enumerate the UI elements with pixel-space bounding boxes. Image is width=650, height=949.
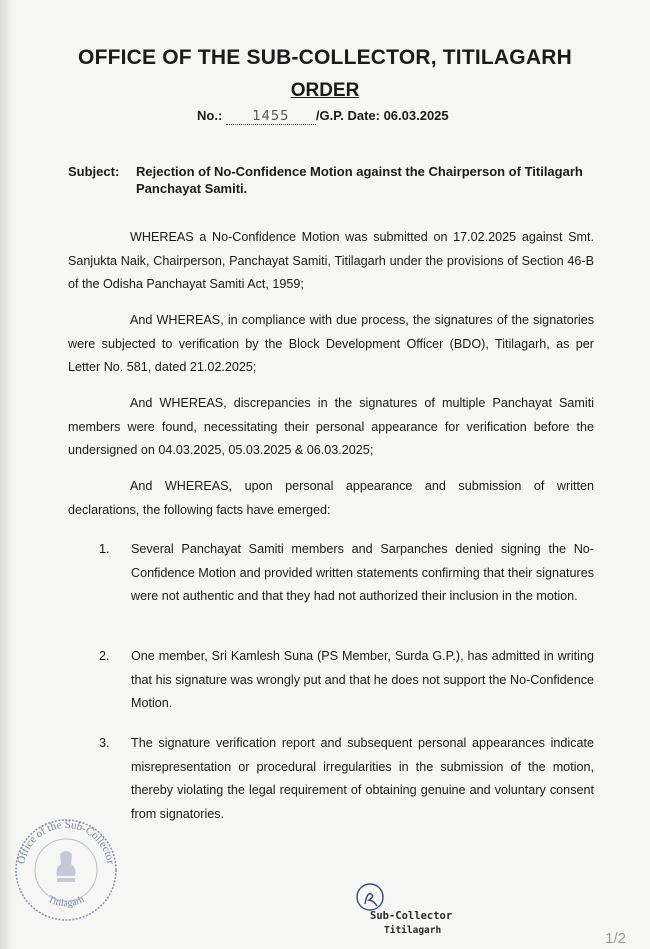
list-item-text: One member, Sri Kamlesh Suna (PS Member, Surda G.P.), has admitted in writing that his signature was wrongly put and that he does not support the No-Confidence Motion. (131, 649, 594, 710)
order-number-line (197, 108, 449, 125)
office-title: OFFICE OF THE SUB-COLLECTOR, TITILAGARH (78, 46, 572, 69)
subject-label: Subject: (68, 164, 120, 179)
list-item-text: The signature verification report and subsequent personal appearances indicate misrepresentation or procedural irregularities in the submission of the motion, thereby violating the legal requirement of obtaining genuine and voluntary consent from signatories. (131, 736, 594, 821)
page-number: 1/2 (605, 930, 626, 947)
list-item-number: 3. (99, 736, 110, 750)
order-number-label: No.: (197, 108, 223, 123)
paragraph-3 (68, 392, 594, 463)
list-item-number: 2. (99, 649, 110, 663)
svg-text:Titilagarh (46, 894, 86, 909)
paragraph-2 (68, 309, 594, 380)
list-item-number: 1. (99, 542, 110, 556)
paragraph-4-text: And WHEREAS, upon personal appearance and submission of written declarations, the following facts have emerged: (68, 479, 594, 517)
subject-block (68, 163, 616, 196)
page-fold-shadow (0, 0, 14, 949)
subject-text: Rejection of No-Confidence Motion against the Chairperson of Titilagarh Panchayat Samiti. (136, 164, 583, 196)
paragraph-1-text: WHEREAS a No-Confidence Motion was submitted on 17.02.2025 against Smt. Sanjukta Naik, Chairperson, Panchayat Samiti, Titilagarh under the provisions of Section 46-B of the Odisha Panchayat Samiti Act, 1959; (68, 230, 594, 291)
paragraph-2-text: And WHEREAS, in compliance with due process, the signatures of the signatories were subjected to verification by the Block Development Officer (BDO), Titilagarh, as per Letter No. 581, dated 21.02.2025; (68, 313, 594, 374)
list-item-text: Several Panchayat Samiti members and Sarpanches denied signing the No-Confidence Motion and provided written statements confirming that their signatures were not authentic and that they had not authorized their inclusion in the motion. (131, 542, 594, 603)
paragraph-1 (68, 226, 594, 297)
seal-place: Titilagarh (45, 893, 87, 910)
office-seal (10, 812, 122, 924)
signatory-place: Titilagarh (384, 925, 442, 936)
signatory-designation: Sub-Collector (370, 910, 453, 922)
order-number-value: 1455 (226, 109, 316, 125)
seal-text: Office of the Sub-Collector (15, 818, 117, 866)
emblem-icon (57, 851, 76, 876)
paragraph-4 (68, 475, 594, 522)
paragraph-3-text: And WHEREAS, discrepancies in the signatures of multiple Panchayat Samiti members were found, necessitating their personal appearance for verification before the undersigned on 04.03.2025, 05.03.2025 & 06.03.2025; (68, 396, 594, 457)
order-date: /G.P. Date: 06.03.2025 (315, 108, 449, 123)
order-heading: ORDER (290, 80, 360, 101)
